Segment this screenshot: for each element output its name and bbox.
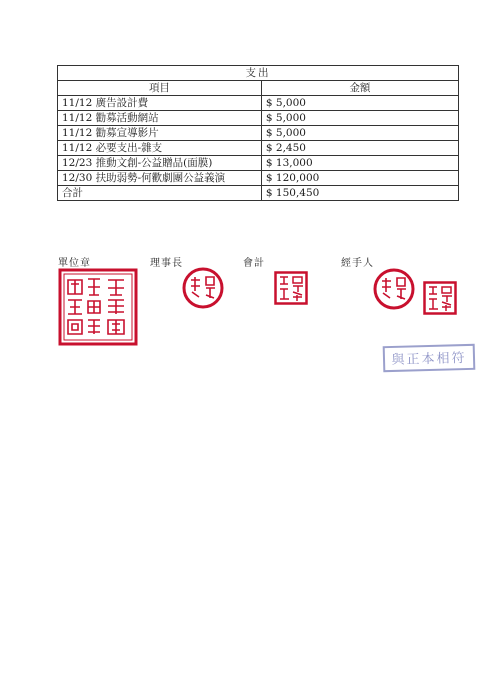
table-row	[58, 156, 459, 171]
unit-seal-stamp	[58, 268, 138, 346]
row-item: 11/12 勸募宣導影片	[58, 126, 262, 141]
chairman-seal-stamp	[182, 267, 224, 309]
handler-round-seal-stamp	[373, 268, 415, 310]
unit-seal-label: 單位章	[58, 258, 91, 269]
handler-square-seal-stamp	[423, 281, 457, 315]
accountant-seal-stamp	[274, 271, 308, 305]
total-label: 合計	[58, 186, 262, 201]
row-item: 12/23 推動文創-公益贈品(面膜)	[58, 156, 262, 171]
copy-verified-stamp: 與正本相符	[383, 344, 476, 372]
table-row	[58, 141, 459, 156]
row-amount: $ 2,450	[261, 141, 458, 156]
row-item: 12/30 扶助弱勢-何歡劇團公益義演	[58, 171, 262, 186]
accountant-label: 會計	[243, 258, 265, 269]
row-amount: $ 5,000	[261, 126, 458, 141]
row-amount: $ 5,000	[261, 111, 458, 126]
chairman-label: 理事長	[150, 258, 183, 269]
total-row	[58, 186, 459, 201]
table-row	[58, 111, 459, 126]
row-amount: $ 120,000	[261, 171, 458, 186]
header-item: 項目	[58, 81, 262, 96]
header-amount: 金額	[261, 81, 458, 96]
table-row	[58, 96, 459, 111]
table-row	[58, 126, 459, 141]
row-amount: $ 5,000	[261, 96, 458, 111]
row-amount: $ 13,000	[261, 156, 458, 171]
handler-label: 經手人	[341, 258, 374, 269]
total-amount: $ 150,450	[261, 186, 458, 201]
expense-table	[57, 65, 459, 201]
table-row	[58, 171, 459, 186]
row-item: 11/12 勸募活動網站	[58, 111, 262, 126]
row-item: 11/12 必要支出-雜支	[58, 141, 262, 156]
row-item: 11/12 廣告設計費	[58, 96, 262, 111]
table-title: 支出	[58, 66, 459, 81]
